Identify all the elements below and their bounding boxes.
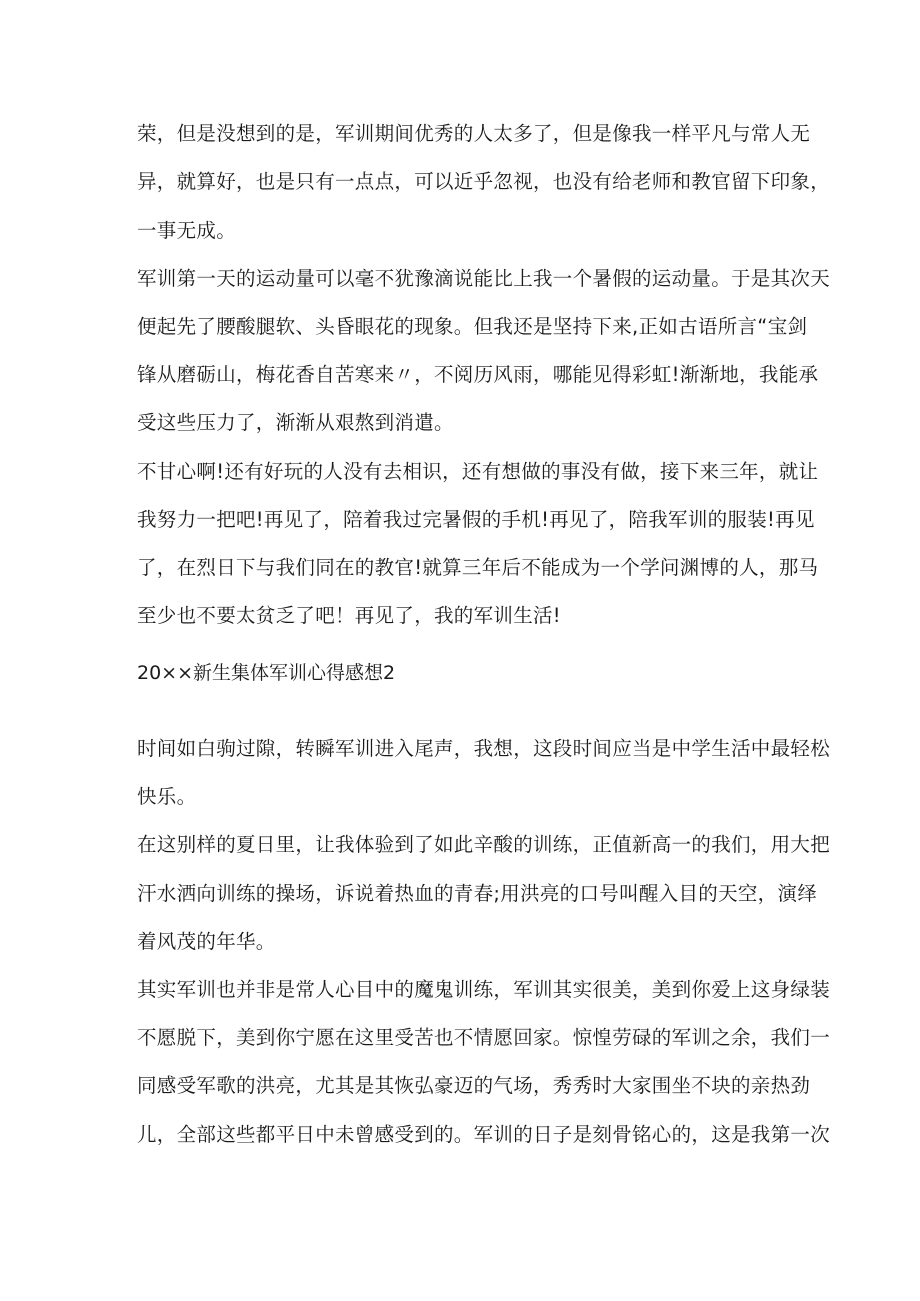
text-line: 一事无成。 [137,219,237,242]
text-line: 便起先了腰酸腿软、头昏眼花的现象。但我还是坚持下来,正如古语所言“宝剑 [137,315,808,338]
text-line: 快乐。 [137,785,197,808]
text-line: 同感受军歌的洪亮，尤其是其恢弘豪迈的气场，秀秀时大家围坐不块的亲热劲 [137,1074,811,1097]
text-line: 军训第一天的运动量可以毫不犹豫滴说能比上我一个暑假的运动量。于是其次天 [137,267,831,290]
text-line: 荣，但是没想到的是，军训期间优秀的人太多了，但是像我一样平凡与常人无 [137,122,811,145]
text-line: 儿，全部这些都平日中未曾感受到的。军训的日子是刻骨铭心的，这是我第一次 [137,1123,831,1146]
section-heading: 20××新生集体军训心得感想2 [137,662,396,684]
text-line: 异，就算好，也是只有一点点，可以近乎忽视，也没有给老师和教官留下印象， [137,170,831,193]
text-line: 至少也不要太贫乏了吧！再见了，我的军训生活! [137,604,561,627]
text-line: 不甘心啊!还有好玩的人没有去相识，还有想做的事没有做，接下来三年，就让 [137,460,819,483]
text-line: 着风茂的年华。 [137,930,276,953]
text-line: 受这些压力了，渐渐从艰熬到消遣。 [137,411,454,434]
text-line: 在这别样的夏日里，让我体验到了如此辛酸的训练，正值新高一的我们，用大把 [137,833,831,856]
text-line: 汗水洒向训练的操场，诉说着热血的青春;用洪亮的口号叫醒入目的天空，演绎 [137,882,818,905]
text-line: 锋从磨砺山，梅花香自苦寒来〃，不阅历风雨，哪能见得彩虹!渐渐地，我能承 [137,363,819,386]
text-line: 了，在烈日下与我们同在的教官!就算三年后不能成为一个学问渊博的人，那马 [137,556,819,579]
text-line: 时间如白驹过隙，转瞬军训进入尾声，我想，这段时间应当是中学生活中最轻松 [137,737,831,760]
text-line: 我努力一把吧!再见了，陪着我过完暑假的手机!再见了，陪我军训的服装!再见 [137,508,815,531]
text-line: 其实军训也并非是常人心目中的魔鬼训练，军训其实很美，美到你爱上这身绿装 [137,978,831,1001]
text-line: 不愿脱下，美到你宁愿在这里受苦也不情愿回家。惊惶劳碌的军训之余，我们一 [137,1026,831,1049]
